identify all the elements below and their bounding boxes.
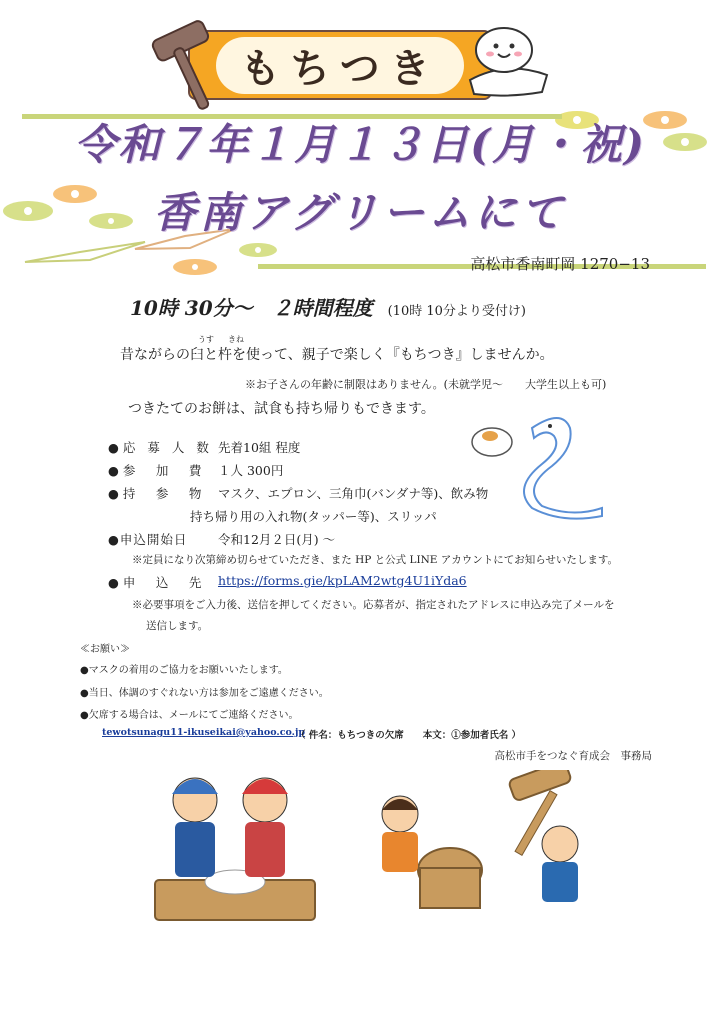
start-value: 令和12月２日(月) 〜	[218, 532, 336, 547]
request-item: ●当日、体調のすぐれない方は参加をご遠慮ください。	[80, 688, 329, 699]
detail-label: ●応 募 人 数	[108, 440, 213, 455]
intro-line-1: 昔ながらの臼と杵を使って、親子で楽しく『もちつき』しませんか。	[120, 347, 554, 363]
detail-row	[108, 484, 528, 507]
detail-row	[108, 438, 528, 461]
start-label: ●申込開始日	[108, 532, 188, 547]
detail-value: マスク、エプロン、三角巾(バンダナ等)、飲み物	[218, 486, 489, 501]
ruby-kine: きね	[228, 335, 244, 344]
apply-label: ●申 込 先	[108, 575, 206, 590]
event-time	[130, 292, 526, 321]
event-time-text: 10時 30分〜 ２時間程度	[130, 296, 373, 320]
banner-title: もちつき	[216, 37, 464, 94]
apply-row	[108, 573, 467, 591]
flower-decoration-icon	[0, 198, 56, 224]
organizer: 高松市手をつなぐ育成会 事務局	[494, 750, 652, 762]
apply-note-1: ※必要事項をご入力後、送信を押してください。応募者が、指定されたアドレスに申込み完了メールを	[132, 599, 615, 611]
ruby-usu: うす	[198, 335, 214, 344]
detail-label: ●持 参 物	[108, 486, 206, 501]
flower-decoration-icon	[660, 130, 710, 154]
event-venue: 香南アグリームにて	[153, 188, 567, 237]
request-item: ●欠席する場合は、メールにてご連絡ください。	[80, 710, 299, 721]
detail-row	[108, 461, 528, 484]
contact-subject: （ 件名：もちつきの欠席 本文：①参加者氏名 ）	[296, 730, 522, 741]
apply-form-link[interactable]: https://forms.gie/kpLAM2wtg4U1iYda6	[218, 573, 467, 588]
venue-address: 高松市香南町岡 1270−13	[470, 255, 650, 273]
intro-note: ※お子さんの年齢に制限はありません。(未就学児〜 大学生以上も可)	[245, 378, 607, 391]
contact-email-link[interactable]: tewotsunagu11-ikuseikai@yahoo.co.jp	[102, 727, 306, 738]
details-list	[108, 438, 528, 507]
detail-value: 先着10組 程度	[218, 440, 301, 455]
event-time-note: (10時 10分より受付け)	[387, 304, 526, 319]
request-item: ●マスクの着用のご協力をお願いいたします。	[80, 665, 288, 676]
start-row	[108, 530, 335, 548]
children-making-mochi-illustration-icon	[150, 760, 320, 925]
intro-line-2: つきたてのお餅は、試食も持ち帰りもできます。	[128, 401, 435, 417]
apply-note-2: 送信します。	[146, 620, 209, 632]
flower-decoration-icon	[236, 240, 280, 260]
kids-pounding-mochi-illustration-icon	[360, 770, 610, 920]
requests-heading: ≪お願い≫	[80, 644, 130, 655]
detail-label: ●参 加 費	[108, 463, 206, 478]
mochi-face-icon	[462, 20, 552, 100]
start-note: ※定員になり次第締め切らせていただき、また HP と公式 LINE アカウントにてお知らせいたします。	[132, 554, 619, 566]
detail-value: １人 300円	[218, 463, 284, 478]
event-date: 令和７年１月１３日(月・祝)	[74, 120, 646, 169]
detail-continued: 持ち帰り用の入れ物(タッパー等)、スリッパ	[190, 509, 437, 524]
mallet-icon	[148, 18, 238, 113]
